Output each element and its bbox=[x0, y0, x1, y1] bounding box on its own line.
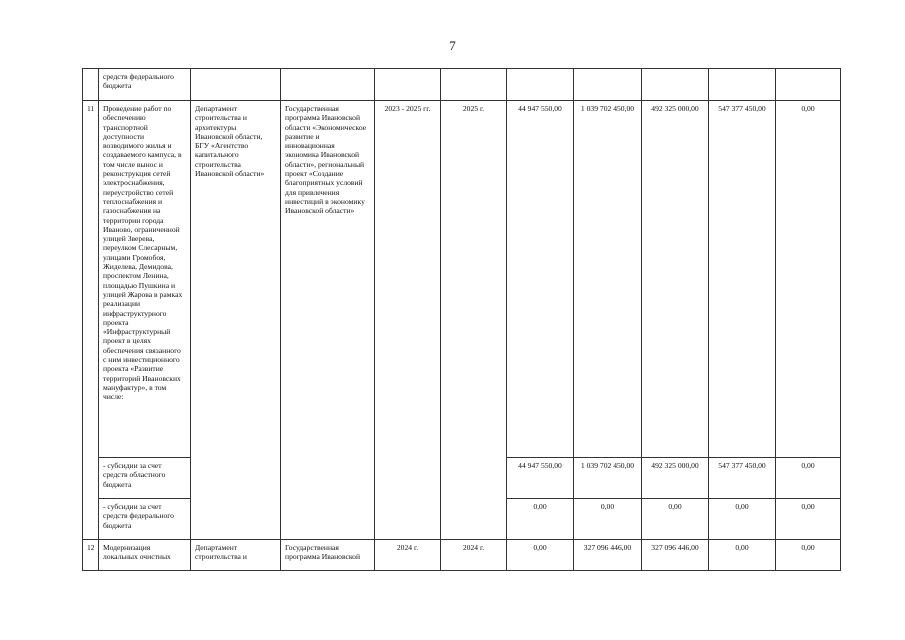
row-11a-value-4: 547 377 450,00 bbox=[709, 458, 776, 499]
row-11a-value-3: 492 325 000,00 bbox=[642, 458, 709, 499]
cell-program bbox=[281, 69, 375, 101]
row-12-value-2: 327 096 446,00 bbox=[574, 540, 642, 571]
cell-year bbox=[441, 69, 507, 101]
page-number: 7 bbox=[449, 38, 456, 53]
row-11-executor: Департамент строительства и архитектуры Ивановской области, БГУ «Агентство капитального строительства Ивановской области» bbox=[191, 101, 281, 540]
row-12-name: Модернизация локальных очистных bbox=[99, 540, 191, 571]
cell-period bbox=[375, 69, 441, 101]
row-11b-value-4: 0,00 bbox=[709, 499, 776, 540]
row-11-value-3: 492 325 000,00 bbox=[642, 101, 709, 458]
cell-v4 bbox=[709, 69, 776, 101]
row-11-value-2: 1 039 702 450,00 bbox=[574, 101, 642, 458]
row-11b-name: - субсидии за счет средств федерального бюджета bbox=[99, 499, 191, 540]
cell-v3 bbox=[642, 69, 709, 101]
row-11b-value-2: 0,00 bbox=[574, 499, 642, 540]
row-11a-value-1: 44 947 550,00 bbox=[507, 458, 574, 499]
budget-table bbox=[82, 68, 841, 571]
row-11b-value-5: 0,00 bbox=[776, 499, 841, 540]
row-12-program: Государственная программа Ивановской bbox=[281, 540, 375, 571]
cell-v5 bbox=[776, 69, 841, 101]
row-12-value-1: 0,00 bbox=[507, 540, 574, 571]
cell-name: средств федерального бюджета bbox=[99, 69, 191, 101]
row-12-executor: Департамент строительства и bbox=[191, 540, 281, 571]
row-11b-value-3: 0,00 bbox=[642, 499, 709, 540]
cell-v2 bbox=[574, 69, 642, 101]
row-11-name: Проведение работ по обеспечению транспортной доступности возводимого жилья и создаваемого кампуса, в том числе вынос и реконструкция сетей электроснабжения, переустройство сетей теплоснабжения и газоснабжения на территории города Иваново, ограниченной улицей Зверева, переулком Слесарным, улицами Громобоя, Жиделева, Демидова, проспектом Ленина, площадью Пушкина и улицей Жарова в рамках реализации инфраструктурного проекта «Инфраструктурный проект в целях обеспечения связанного с ним инвестиционного проекта «Развитие территорий Ивановских мануфактур», в том числе: bbox=[99, 101, 191, 458]
table-row-11 bbox=[83, 101, 841, 458]
row-12-period: 2024 г. bbox=[375, 540, 441, 571]
row-11b-value-1: 0,00 bbox=[507, 499, 574, 540]
row-12-year: 2024 г. bbox=[441, 540, 507, 571]
row-12-value-5: 0,00 bbox=[776, 540, 841, 571]
row-11a-name: - субсидии за счет средств областного бюджета bbox=[99, 458, 191, 499]
row-11-value-4: 547 377 450,00 bbox=[709, 101, 776, 458]
row-12-value-4: 0,00 bbox=[709, 540, 776, 571]
row-11-value-1: 44 947 550,00 bbox=[507, 101, 574, 458]
row-11-value-5: 0,00 bbox=[776, 101, 841, 458]
row-11-number: 11 bbox=[83, 101, 99, 540]
row-11-program: Государственная программа Ивановской области «Экономическое развитие и инновационная экономика Ивановской области», региональный проект «Создание благоприятных условий для привлечения инвестиций в экономику Ивановской области» bbox=[281, 101, 375, 540]
cell-num bbox=[83, 69, 99, 101]
table-row-12 bbox=[83, 540, 841, 571]
row-11-period: 2023 - 2025 гг. bbox=[375, 101, 441, 540]
row-11a-value-5: 0,00 bbox=[776, 458, 841, 499]
row-12-number: 12 bbox=[83, 540, 99, 571]
table-row-carryover bbox=[83, 69, 841, 101]
row-11-year: 2025 г. bbox=[441, 101, 507, 540]
row-12-value-3: 327 096 446,00 bbox=[642, 540, 709, 571]
cell-executor bbox=[191, 69, 281, 101]
cell-v1 bbox=[507, 69, 574, 101]
row-11a-value-2: 1 039 702 450,00 bbox=[574, 458, 642, 499]
